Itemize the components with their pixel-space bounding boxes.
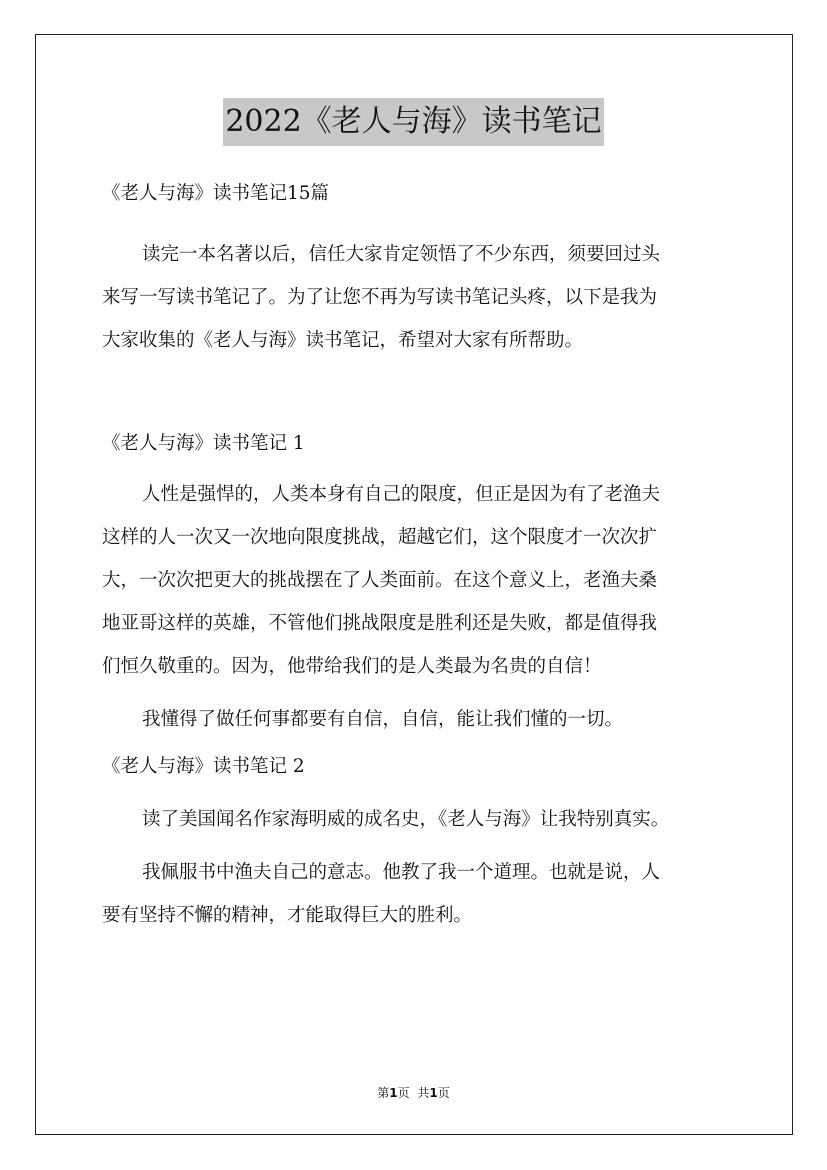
text-line: 人性是强悍的，人类本身有自己的限度，但正是因为有了老渔夫 — [142, 484, 661, 505]
section-heading-1: 《老人与海》读书笔记 1 — [102, 433, 305, 454]
text-line: 读完一本名著以后，信任大家肯定领悟了不少东西，须要回过头 — [142, 244, 661, 265]
section1-paragraph-1 — [102, 473, 742, 688]
document-title-wrap — [0, 98, 827, 146]
text-line: 大家收集的《老人与海》读书笔记，希望对大家有所帮助。 — [102, 330, 584, 351]
text-line: 要有坚持不懈的精神，才能取得巨大的胜利。 — [102, 905, 473, 926]
text-line: 我佩服书中渔夫自己的意志。他教了我一个道理。也就是说，人 — [142, 862, 661, 883]
total-suffix: 页 — [437, 1086, 450, 1100]
document-body — [102, 172, 742, 947]
page-number: 1 — [389, 1086, 398, 1100]
text-line: 读了美国闻名作家海明威的成名史，《老人与海》让我特别真实。 — [142, 809, 670, 830]
section-heading-2: 《老人与海》读书笔记 2 — [102, 756, 305, 777]
text-line: 这样的人一次又一次地向限度挑战，超越它们，这个限度才一次次扩 — [102, 527, 658, 548]
subtitle: 《老人与海》读书笔记15篇 — [102, 183, 330, 204]
text-line: 来写一写读书笔记了。为了让您不再为写读书笔记头疼，以下是我为 — [102, 287, 658, 308]
total-prefix: 共 — [417, 1086, 430, 1100]
page-footer — [0, 1084, 827, 1101]
text-line: 我懂得了做任何事都要有自信，自信，能让我们懂的一切。 — [142, 709, 624, 730]
text-line: 地亚哥这样的英雄，不管他们挑战限度是胜利还是失败，都是值得我 — [102, 613, 658, 634]
total-pages: 1 — [429, 1086, 438, 1100]
document-title: 2022《老人与海》读书笔记 — [223, 98, 603, 146]
section2-paragraph-2 — [102, 851, 742, 937]
text-line: 大，一次次把更大的挑战摆在了人类面前。在这个意义上，老渔夫桑 — [102, 570, 658, 591]
intro-paragraph — [102, 233, 742, 362]
page-prefix: 第 — [377, 1086, 390, 1100]
section1-paragraph-2 — [102, 698, 742, 741]
text-line: 们恒久敬重的。因为，他带给我们的是人类最为名贵的自信！ — [102, 656, 602, 677]
page-suffix: 页 — [397, 1086, 410, 1100]
section2-paragraph-1 — [102, 798, 742, 841]
